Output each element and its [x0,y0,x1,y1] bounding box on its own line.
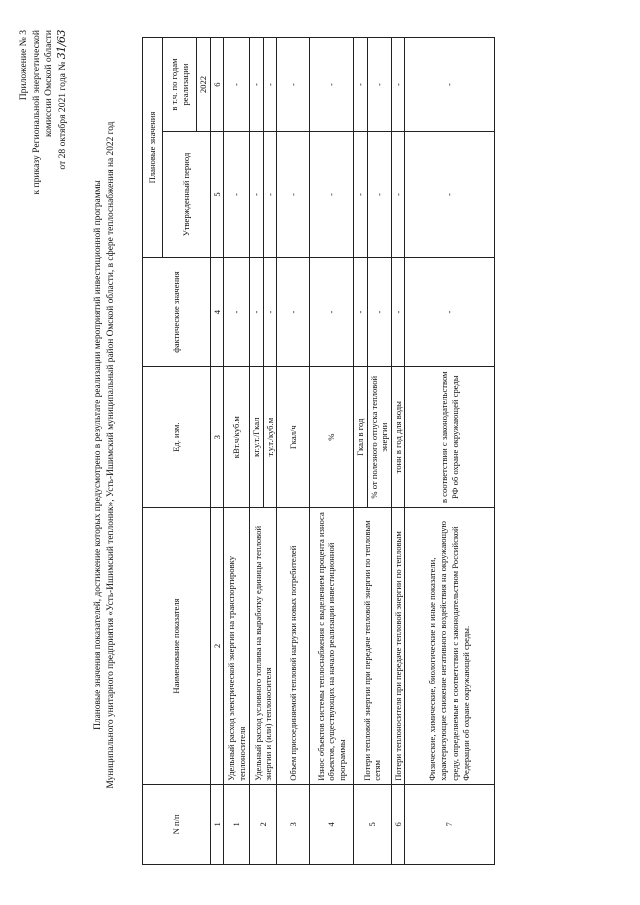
row-year: - [310,38,354,132]
row-num: 2 [250,784,277,864]
row-name: Потери теплоносителя при передаче тепловой энергии по тепловым [391,508,405,785]
row-actual: - [405,257,495,366]
header-year: 2022 [197,38,211,132]
document-subtitle: Муниципального унитарного предприятия «Усть-Ишимский теплоник», Усть-Ишимский муниципальный район Омской области, в сфере теплоснабжения на 2022 год [106,121,116,789]
table-row [391,38,405,865]
row-approved: - [391,132,405,258]
row-year: - [224,38,250,132]
row-unit: т.у.т./куб.м [263,367,277,508]
col-number-2: 2 [210,508,224,785]
row-year: - [405,38,495,132]
table-row [224,38,250,865]
row-actual: - [277,257,310,366]
row-actual: - [354,257,368,366]
row-approved: - [405,132,495,258]
appendix-date: от 28 октября 2021 года № [56,61,68,170]
row-name: Физические, химические, биологические и иные показатели, характеризующие снижение негативного воздействия на окружающую среду, определяемые в соответствии с законодательством Российской Федерации об охране окружающей среды. [405,508,495,785]
row-unit: кВт.ч/куб.м [224,367,250,508]
header-approved: Утвержденный период [163,132,211,258]
header-unit: Ед. изм. [143,367,211,508]
header-actual: фактические значения [143,257,211,366]
table-row [250,38,264,865]
row-num: 5 [354,784,392,864]
row-approved: - [310,132,354,258]
document-title: Плановые значения показателей, достижение которых предусмотрено в результате реализации мероприятий инвестиционной программы [93,180,103,730]
row-unit: кг.у.т./Гкал [250,367,264,508]
row-approved: - [354,132,368,258]
row-unit: Гкал/ч [277,367,310,508]
row-year: - [367,38,391,132]
row-year: - [250,38,264,132]
row-num: 4 [310,784,354,864]
row-actual: - [310,257,354,366]
row-year: - [263,38,277,132]
row-actual: - [250,257,264,366]
row-num: 1 [224,784,250,864]
col-number-6: 6 [210,38,224,132]
row-actual: - [391,257,405,366]
appendix-line-2: к приказу Региональной энергетической [30,30,42,195]
table-row [405,38,495,865]
order-number: 31/63 [54,30,68,60]
row-name: Объем присоединяемой тепловой нагрузки новых потребителей [277,508,310,785]
col-number-3: 3 [210,367,224,508]
indicators-table [142,37,495,865]
row-actual: - [367,257,391,366]
row-name: Удельный расход электрической энергии на транспортировку теплоносителя [224,508,250,785]
appendix-line-1: Приложение № 3 [18,30,29,101]
row-name: Потери тепловой энергии при передаче тепловой энергии по тепловым сетям [354,508,392,785]
row-name: Износ объектов системы теплоснабжения с выделением процента износа объектов, существующих на начало реализации инвестиционной программы [310,508,354,785]
row-actual: - [224,257,250,366]
appendix-block [18,30,69,195]
row-approved: - [367,132,391,258]
row-actual: - [263,257,277,366]
row-approved: - [263,132,277,258]
header-by-years: в т.ч. по годам реализации [163,38,197,132]
row-unit: % от полезного отпуска тепловой энергии [367,367,391,508]
row-approved: - [250,132,264,258]
table-row [354,38,368,865]
row-num: 3 [277,784,310,864]
table-row [310,38,354,865]
row-year: - [354,38,368,132]
table-row [277,38,310,865]
header-name: Наименование показателя [143,508,211,785]
appendix-line-3: комиссии Омской области [43,30,54,138]
row-name: Удельный расход условного топлива на выработку единицы тепловой энергии и (или) теплоносителя [250,508,277,785]
row-unit: % [310,367,354,508]
row-num: 6 [391,784,405,864]
appendix-line-4 [56,30,70,195]
row-unit: Гкал в год [354,367,368,508]
row-unit: тонн в год для воды [391,367,405,508]
col-number-1: 1 [210,784,224,864]
col-number-4: 4 [210,257,224,366]
header-planned: Плановые значения [143,38,163,258]
row-year: - [277,38,310,132]
row-year: - [391,38,405,132]
row-unit: в соответствии с законодательством РФ об охране окружающей среды [405,367,495,508]
row-approved: - [224,132,250,258]
row-approved: - [277,132,310,258]
col-number-5: 5 [210,132,224,258]
row-num: 7 [405,784,495,864]
header-num: N п/п [143,784,211,864]
